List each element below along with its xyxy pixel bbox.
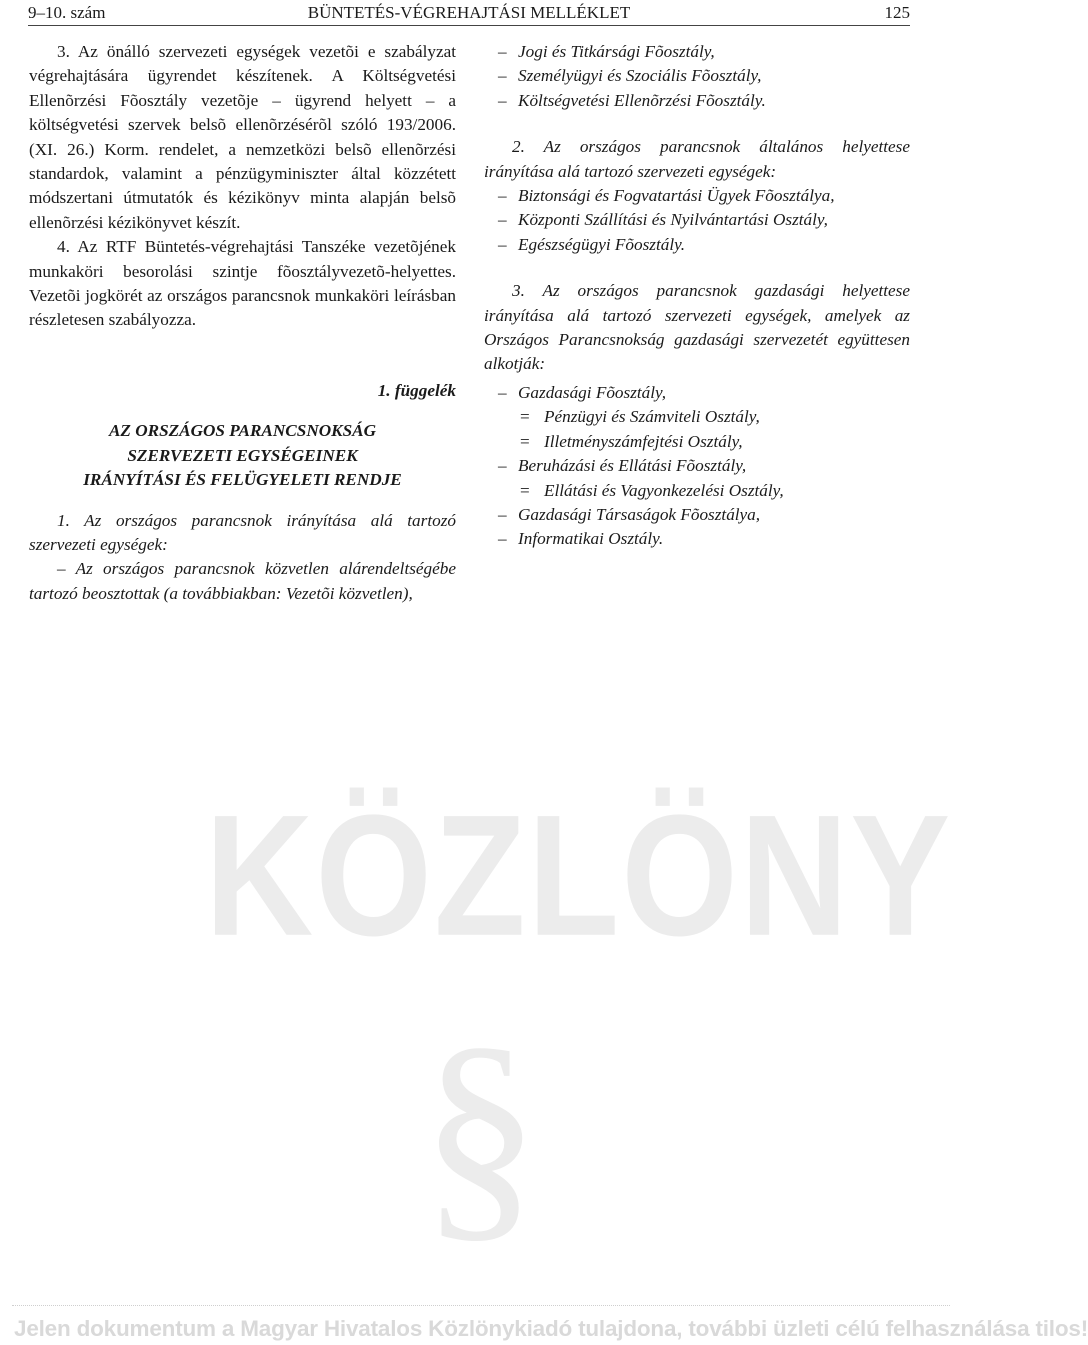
list-item [484,527,910,551]
list-item [484,233,910,257]
list-item [484,503,910,527]
list-item-text: Egészségügyi Fõosztály. [518,234,686,254]
left-column [29,40,456,606]
section-3-intro: 3. Az országos parancsnok gazdasági helyettese irányítása alá tartozó szervezeti egységek, amelyek az Országos Parancsnokság gazdasági szervezetét együttesen alkotják: [484,281,910,374]
list-item-text: Gazdasági Társaságok Fõosztálya, [518,504,761,524]
page-number: 125 [884,3,910,22]
dash-marker: – [498,186,507,206]
list-item [484,208,910,232]
issue-number: 9–10. szám [28,3,106,22]
list-item-text: Jogi és Titkársági Fõosztály, [518,42,715,61]
dash-marker: – [498,504,507,524]
dash-marker: – [498,382,507,402]
dash-marker: – [498,210,507,230]
right-column [484,40,910,552]
list-item-text: Központi Szállítási és Nyilvántartási Osztály, [518,210,828,230]
list-item [484,89,910,113]
double-dash-marker: = [520,431,530,451]
list-item [484,381,910,405]
dash-marker: – [498,529,507,549]
sub-list-item [484,405,910,429]
appendix-label: 1. függelék [377,380,456,400]
section-1-item [29,557,456,606]
list-item-text: Költségvetési Ellenõrzési Fõosztály. [518,90,766,110]
heading-line-3: IRÁNYÍTÁSI ÉS FELÜGYELETI RENDJE [83,470,402,490]
dash-marker: – [57,559,66,579]
dash-marker: – [498,90,507,110]
heading-line-1: AZ ORSZÁGOS PARANCSNOKSÁG [108,421,377,441]
list-item-text: Személyügyi és Szociális Fõosztály, [518,66,762,86]
publication-title: BÜNTETÉS-VÉGREHAJTÁSI MELLÉKLET [307,3,631,22]
dash-marker: – [498,42,507,61]
list-item [484,64,910,88]
sub-list-item [484,479,910,503]
list-item [484,184,910,208]
list-item-text: Informatikai Osztály. [518,529,664,549]
dash-marker: – [498,66,507,86]
list-item-text: Gazdasági Fõosztály, [518,382,667,402]
double-dash-marker: = [520,407,530,427]
section-1-item-text: Az országos parancsnok közvetlen alárendeltségébe tartozó beosztottak (a továbbiakban: Vezetõi közvetlen), [29,559,456,603]
section-1-intro: 1. Az országos parancsnok irányítása alá tartozó szervezeti egységek: [29,510,456,554]
watermark-title: KÖZLÖNY [205,778,953,972]
appendix-heading [29,419,456,492]
double-dash-marker: = [520,480,530,500]
list-item-text: Beruházási és Ellátási Fõosztály, [518,456,747,476]
page-header [28,3,910,26]
list-item-text: Biztonsági és Fogvatartási Ügyek Fõosztálya, [518,186,835,206]
dash-marker: – [498,456,507,476]
list-item [484,40,910,64]
dash-marker: – [498,234,507,254]
ownership-notice: Jelen dokumentum a Magyar Hivatalos Közlönykiadó tulajdona, további üzleti célú felhasználása tilos! [14,1316,1088,1341]
sub-list-item [484,430,910,454]
sub-list-item-text: Ellátási és Vagyonkezelési Osztály, [544,480,784,500]
footer-divider [12,1305,950,1306]
sub-list-item-text: Illetményszámfejtési Osztály, [544,431,743,451]
section-2-intro: 2. Az országos parancsnok általános helyettese irányítása alá tartozó szervezeti egységek: [484,137,910,181]
heading-line-2: SZERVEZETI EGYSÉGEINEK [127,445,358,465]
paragraph-3: 3. Az önálló szervezeti egységek vezetõi e szabályzat végrehajtására ügyrendet készítenek. A Költségvetési Ellenõrzési Fõosztály vezetõje – ügyrend helyett – a költségvetési szervek belsõ ellenõrzésérõl szóló 193/2006. (XI. 26.) Korm. rendelet, a nemzetközi belsõ ellenõrzési standardok, valamint a pénzügyminiszter által közzétett módszertani útmutatók és kézikönyv minta alapján belsõ ellenõrzési kézikönyvet készít. [29,42,456,232]
sub-list-item-text: Pénzügyi és Számviteli Osztály, [544,407,760,427]
list-item [484,454,910,478]
paragraph-4: 4. Az RTF Büntetés-végrehajtási Tanszéke vezetõjének munkaköri besorolási szintje fõosztályvezetõ-helyettes. Vezetõi jogkörét az országos parancsnok munkaköri leírásban részletesen szabályozza. [29,237,456,330]
section-sign-watermark: § [420,997,540,1263]
